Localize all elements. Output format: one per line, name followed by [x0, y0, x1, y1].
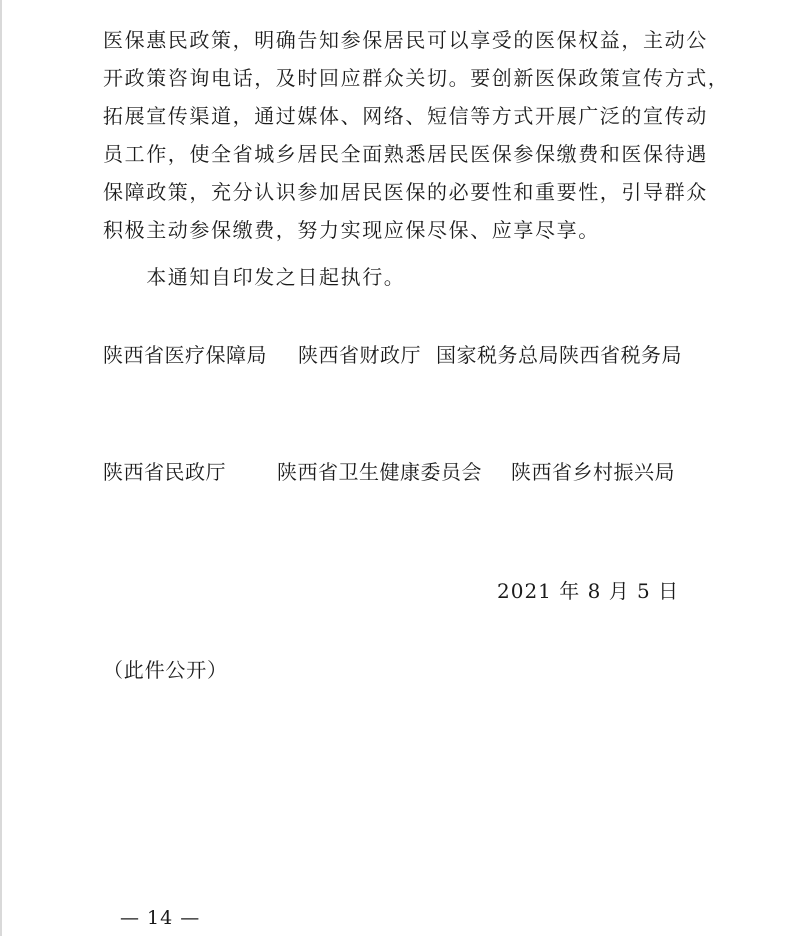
signature-finance-department: 陕西省财政厅: [298, 343, 421, 367]
signature-rural-revitalization-bureau: 陕西省乡村振兴局: [511, 460, 675, 484]
signature-civil-affairs-department: 陕西省民政厅: [103, 460, 226, 484]
paragraph-line-2: 开政策咨询电话，及时回应群众关切。要创新医保政策宣传方式，: [103, 66, 730, 90]
effective-notice: 本通知自印发之日起执行。: [103, 265, 406, 289]
signature-medical-security-bureau: 陕西省医疗保障局: [103, 343, 267, 367]
signature-row-1: [103, 335, 703, 375]
paragraph-line-6: 积极主动参保缴费，努力实现应保尽保、应享尽享。: [103, 218, 600, 242]
page-number: — 14 —: [120, 907, 201, 929]
signature-tax-bureau: 国家税务总局陕西省税务局: [436, 343, 682, 367]
page-edge: [0, 0, 2, 936]
issue-date: 2021 年 8 月 5 日: [497, 579, 680, 603]
paragraph-line-5: 保障政策，充分认识参加居民医保的必要性和重要性，引导群众: [103, 180, 708, 204]
paragraph-line-4: 员工作，使全省城乡居民全面熟悉居民医保参保缴费和医保待遇: [103, 142, 708, 166]
signature-row-2: [103, 452, 703, 492]
paragraph-line-1: 医保惠民政策，明确告知参保居民可以享受的医保权益，主动公: [103, 28, 708, 52]
paragraph-line-3: 拓展宣传渠道，通过媒体、网络、短信等方式开展广泛的宣传动: [103, 104, 708, 128]
public-note: （此件公开）: [103, 658, 228, 682]
signature-health-commission: 陕西省卫生健康委员会: [277, 460, 482, 484]
